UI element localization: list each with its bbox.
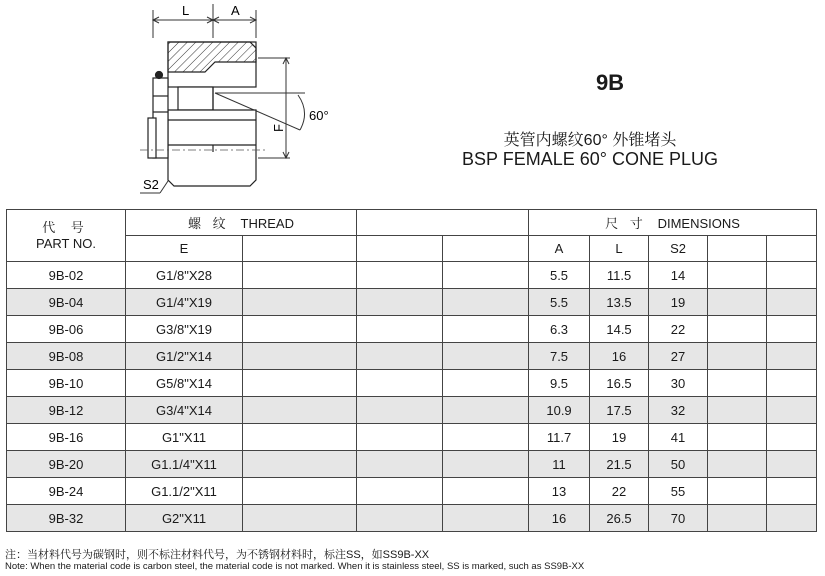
table-row — [7, 289, 817, 316]
blank-cell — [243, 262, 357, 289]
blank-cell — [767, 424, 817, 451]
part-no-cn: 代 号 — [42, 219, 90, 235]
table-row — [7, 424, 817, 451]
part-no-cell: 9B-08 — [7, 343, 126, 370]
blank-cell — [357, 316, 443, 343]
table-row — [7, 262, 817, 289]
table-row — [7, 370, 817, 397]
thread-cell: G1/2"X14 — [126, 343, 243, 370]
dim-L-cell: 17.5 — [590, 397, 649, 424]
dim-S2-cell: 30 — [649, 370, 708, 397]
blank-cell — [708, 370, 767, 397]
table-row — [7, 316, 817, 343]
blank-cell — [443, 478, 529, 505]
table-row — [7, 451, 817, 478]
dim-A-cell: 5.5 — [529, 289, 590, 316]
blank-cell — [357, 478, 443, 505]
dim-A-cell: 6.3 — [529, 316, 590, 343]
note-english: Note: When the material code is carbon steel, the material code is not marked. When it is stainless steel, SS is marked, such as SS9B-XX — [5, 561, 585, 572]
plug-body — [148, 42, 256, 186]
blank-cell — [708, 424, 767, 451]
blank-cell — [243, 424, 357, 451]
thread-cell: G1.1/4"X11 — [126, 451, 243, 478]
blank-header — [357, 210, 529, 236]
blank-cell — [767, 289, 817, 316]
dim-A-cell: 13 — [529, 478, 590, 505]
product-code: 9B — [595, 70, 625, 95]
angle-label: 60° — [309, 108, 329, 123]
blank-cell — [443, 451, 529, 478]
blank-cell — [767, 451, 817, 478]
col-A-header: A — [529, 236, 590, 262]
part-no-cell: 9B-10 — [7, 370, 126, 397]
dim-S2-cell: 41 — [649, 424, 708, 451]
blank-cell — [708, 397, 767, 424]
blank-cell — [243, 289, 357, 316]
dim-A-cell: 16 — [529, 505, 590, 532]
dim-L-label: L — [182, 3, 190, 18]
blank-cell — [767, 397, 817, 424]
blank-cell — [243, 478, 357, 505]
thread-cell: G3/8"X19 — [126, 316, 243, 343]
dim-S2-cell: 14 — [649, 262, 708, 289]
thread-cn: 螺 纹 — [188, 216, 230, 231]
blank-cell — [767, 262, 817, 289]
title-chinese: 英管内螺纹60° 外锥堵头 — [503, 132, 677, 149]
table-row — [7, 478, 817, 505]
dim-A-cell: 9.5 — [529, 370, 590, 397]
table-row — [7, 505, 817, 532]
dim-A-label: A — [231, 3, 240, 18]
blank-cell — [708, 478, 767, 505]
thread-cell: G1"X11 — [126, 424, 243, 451]
col-S2-header: S2 — [649, 236, 708, 262]
blank-cell — [767, 478, 817, 505]
dim-L-cell: 16.5 — [590, 370, 649, 397]
dim-A-cell: 10.9 — [529, 397, 590, 424]
blank-cell — [357, 370, 443, 397]
blank-cell — [357, 397, 443, 424]
blank-cell — [767, 505, 817, 532]
blank-cell — [243, 451, 357, 478]
thread-cell: G1/4"X19 — [126, 289, 243, 316]
dim-A-cell: 5.5 — [529, 262, 590, 289]
dimensions-cn: 尺 寸 — [605, 216, 647, 231]
blank-cell — [243, 316, 357, 343]
dim-L-cell: 11.5 — [590, 262, 649, 289]
col-L-header: L — [590, 236, 649, 262]
blank-cell — [443, 316, 529, 343]
blank-cell — [443, 343, 529, 370]
blank-cell — [767, 316, 817, 343]
blank-cell — [443, 397, 529, 424]
part-no-header — [7, 210, 126, 262]
part-no-cell: 9B-20 — [7, 451, 126, 478]
blank-cell — [443, 262, 529, 289]
thread-cell: G3/4"X14 — [126, 397, 243, 424]
thread-en: THREAD — [240, 216, 294, 231]
thread-header — [126, 210, 357, 236]
title-english: BSP FEMALE 60° CONE PLUG — [462, 149, 718, 169]
table-row — [7, 343, 817, 370]
dim-L-cell: 16 — [590, 343, 649, 370]
blank-cell — [243, 343, 357, 370]
blank-cell — [243, 505, 357, 532]
thread-cell: G2"X11 — [126, 505, 243, 532]
dim-S2-cell: 19 — [649, 289, 708, 316]
blank-cell — [708, 289, 767, 316]
blank-cell — [767, 370, 817, 397]
table-row — [7, 397, 817, 424]
dim-F-label: F — [271, 124, 286, 132]
dim-S2-label: S2 — [143, 177, 159, 192]
dim-S2-cell: 55 — [649, 478, 708, 505]
blank-cell — [357, 424, 443, 451]
dim-S2-cell: 27 — [649, 343, 708, 370]
part-no-en: PART NO. — [36, 235, 96, 251]
blank-cell — [708, 343, 767, 370]
part-no-cell: 9B-32 — [7, 505, 126, 532]
col-E-header: E — [126, 236, 243, 262]
blank-cell — [708, 451, 767, 478]
dim-A-cell: 11.7 — [529, 424, 590, 451]
dim-L-cell: 19 — [590, 424, 649, 451]
blank-cell — [357, 505, 443, 532]
dim-L-cell: 26.5 — [590, 505, 649, 532]
thread-cell: G5/8"X14 — [126, 370, 243, 397]
part-no-cell: 9B-16 — [7, 424, 126, 451]
blank-cell — [443, 289, 529, 316]
blank-cell — [357, 289, 443, 316]
dimensions-table — [6, 209, 817, 532]
header-row-2 — [7, 236, 817, 262]
dim-S2-cell: 22 — [649, 316, 708, 343]
blank-cell — [767, 343, 817, 370]
blank-cell — [443, 370, 529, 397]
blank-cell — [357, 343, 443, 370]
dimensions-header — [529, 210, 817, 236]
dim-L-cell: 21.5 — [590, 451, 649, 478]
blank-cell — [708, 316, 767, 343]
header-row-1 — [7, 210, 817, 236]
blank-cell — [443, 424, 529, 451]
blank-cell — [243, 397, 357, 424]
dim-S2-cell: 70 — [649, 505, 708, 532]
blank-cell — [443, 505, 529, 532]
dim-A-cell: 11 — [529, 451, 590, 478]
part-no-cell: 9B-12 — [7, 397, 126, 424]
part-no-cell: 9B-24 — [7, 478, 126, 505]
thread-cell: G1.1/2"X11 — [126, 478, 243, 505]
dim-S2-cell: 32 — [649, 397, 708, 424]
blank-cell — [357, 262, 443, 289]
dim-A-cell: 7.5 — [529, 343, 590, 370]
part-no-cell: 9B-04 — [7, 289, 126, 316]
blank-cell — [357, 451, 443, 478]
dim-S2-cell: 50 — [649, 451, 708, 478]
part-no-cell: 9B-02 — [7, 262, 126, 289]
technical-drawing — [0, 0, 420, 205]
blank-cell — [708, 262, 767, 289]
dim-L-cell: 13.5 — [590, 289, 649, 316]
note-chinese: 注：当材料代号为碳钢时，则不标注材料代号，为不锈钢材料时，标注SS，如SS9B-XX — [5, 549, 430, 561]
blank-cell — [708, 505, 767, 532]
part-no-cell: 9B-06 — [7, 316, 126, 343]
dimensions-en: DIMENSIONS — [657, 216, 740, 231]
thread-cell: G1/8"X28 — [126, 262, 243, 289]
dim-L-cell: 14.5 — [590, 316, 649, 343]
dim-L-cell: 22 — [590, 478, 649, 505]
blank-cell — [243, 370, 357, 397]
